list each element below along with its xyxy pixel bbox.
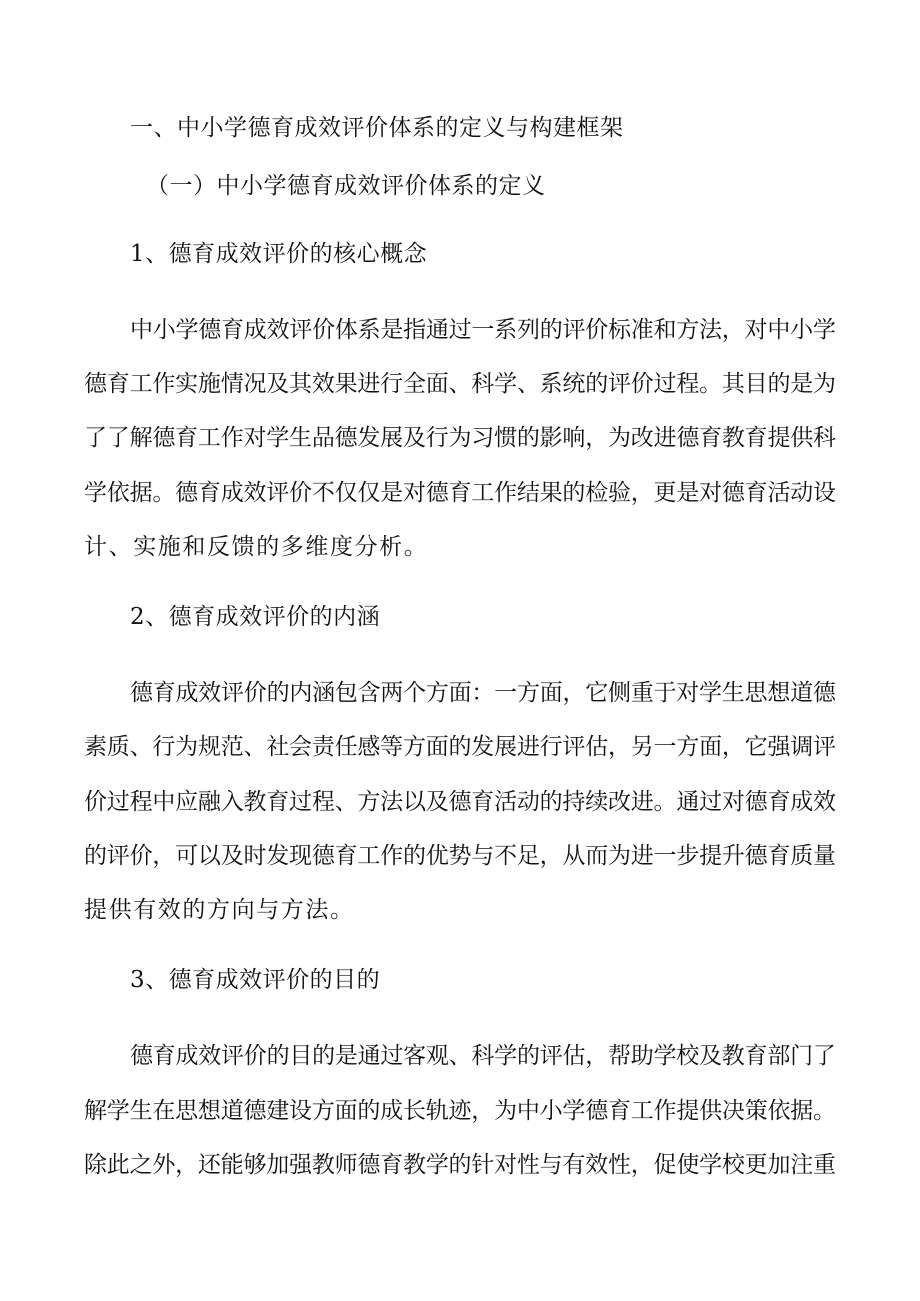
heading-level-1: 一、中小学德育成效评价体系的定义与构建框架 [130,115,624,141]
paragraph-line: 提供有效的方向与方法。 [84,897,355,923]
paragraph-line: 除此之外，还能够加强教师德育教学的针对性与有效性，促使学校更加注重 [84,1152,836,1178]
paragraph-line: 的评价，可以及时发现德育工作的优势与不足，从而为进一步提升德育质量 [84,843,836,869]
heading-level-2: （一）中小学德育成效评价体系的定义 [146,173,546,199]
paragraph-line: 学依据。德育成效评价不仅仅是对德育工作结果的检验，更是对德育活动设 [84,480,836,506]
paragraph-line: 计、实施和反馈的多维度分析。 [84,534,429,560]
paragraph-line: 德育成效评价的目的是通过客观、科学的评估，帮助学校及教育部门了 [130,1043,836,1069]
paragraph-line: 中小学德育成效评价体系是指通过一系列的评价标准和方法，对中小学 [130,317,836,343]
paragraph-line: 德育工作实施情况及其效果进行全面、科学、系统的评价过程。其目的是为 [84,371,836,397]
paragraph-line: 价过程中应融入教育过程、方法以及德育活动的持续改进。通过对德育成效 [84,789,836,815]
paragraph-line: 德育成效评价的内涵包含两个方面：一方面，它侧重于对学生思想道德 [130,680,836,706]
section-2-title: 2、德育成效评价的内涵 [130,604,381,630]
paragraph-line: 素质、行为规范、社会责任感等方面的发展进行评估，另一方面，它强调评 [84,734,836,760]
section-1-title: 1、德育成效评价的核心概念 [130,241,428,267]
paragraph-line: 了了解德育工作对学生品德发展及行为习惯的影响，为改进德育教育提供科 [84,425,836,451]
section-3-title: 3、德育成效评价的目的 [130,967,381,993]
paragraph-line: 解学生在思想道德建设方面的成长轨迹，为中小学德育工作提供决策依据。 [84,1098,836,1124]
